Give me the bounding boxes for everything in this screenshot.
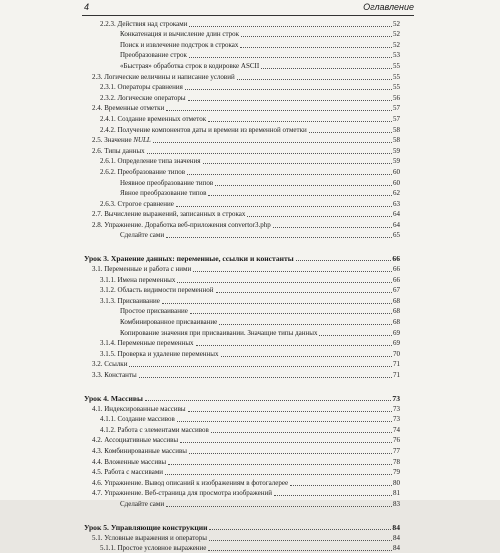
toc-entry-page: 81 xyxy=(393,489,400,498)
toc-entry xyxy=(84,338,400,349)
toc-entry xyxy=(84,263,400,274)
toc-entry-title: 5.1. Условные выражения и операторы xyxy=(92,533,207,542)
toc-entry-page: 69 xyxy=(393,339,400,348)
toc-entry xyxy=(84,327,400,338)
dot-leader xyxy=(209,528,391,530)
toc-entry-page: 55 xyxy=(393,83,400,92)
toc-entry-title: 3.1. Переменные и работа с ними xyxy=(92,265,192,274)
toc-entry xyxy=(84,295,400,306)
toc-entry-title: Урок 3. Хранение данных: переменные, ссылки и константы xyxy=(84,254,294,264)
toc-entry-title: 3.1.4. Переменные переменных xyxy=(100,339,194,348)
dot-leader xyxy=(189,56,392,58)
dot-leader xyxy=(221,355,392,357)
dot-leader xyxy=(180,441,392,443)
dot-leader xyxy=(273,226,392,228)
toc-entry-page: 57 xyxy=(393,104,400,113)
toc-entry xyxy=(84,435,400,446)
toc-entry-title: Неявное преобразование типов xyxy=(120,178,214,187)
toc-entry-title: 5.1.1. Простое условное выражение xyxy=(100,544,207,553)
toc-lesson-entry xyxy=(84,252,400,263)
dot-leader xyxy=(208,549,392,551)
toc-entry-page: 77 xyxy=(393,446,400,455)
dot-leader xyxy=(296,259,392,261)
toc-entry-title: 4.7. Упражнение. Веб-страница для просмотра изображений xyxy=(92,489,272,498)
toc-entry-page: 66 xyxy=(392,254,400,264)
dot-leader xyxy=(309,131,392,133)
toc-entry xyxy=(84,488,400,499)
toc-lesson-entry xyxy=(84,392,400,403)
dot-leader xyxy=(241,35,392,37)
dot-leader xyxy=(196,344,392,346)
toc-entry xyxy=(84,403,400,414)
toc-entry-title: Копирование значения при присваивании. Значащие типы данных xyxy=(120,328,318,337)
toc-entry xyxy=(84,135,400,146)
toc-entry-title: 2.6. Типы данных xyxy=(92,146,145,155)
toc-entry-page: 83 xyxy=(393,499,400,508)
toc-entry-page: 80 xyxy=(393,478,400,487)
toc-entry-title: 4.5. Работа с массивами xyxy=(92,468,164,477)
dot-leader xyxy=(247,215,392,217)
toc-entry-title: 2.7. Вычисление выражений, записанных в строках xyxy=(92,210,246,219)
toc-entry-page: 62 xyxy=(393,189,400,198)
toc-entry-page: 55 xyxy=(393,61,400,70)
dot-leader xyxy=(177,281,392,283)
toc-entry-title: 3.3. Константы xyxy=(92,371,137,379)
dot-leader xyxy=(188,99,392,101)
dot-leader xyxy=(193,270,392,272)
toc-entry-title: 2.6.2. Преобразование типов xyxy=(100,167,186,176)
toc-entry-title: 2.6.3. Строгое сравнение xyxy=(100,199,174,208)
toc-entry-title: Поиск и извлечение подстрок в строках xyxy=(120,40,239,49)
dot-leader xyxy=(129,365,392,367)
toc-entry-title: 2.5. Значение NULL xyxy=(92,136,151,145)
toc-entry-title: Простое присваивание xyxy=(120,307,188,316)
toc-entry xyxy=(84,166,400,177)
toc-entry xyxy=(84,369,400,380)
toc-entry-title: 4.4. Вложенные массивы xyxy=(92,457,167,466)
toc-entry-title: Урок 5. Управляющие конструкции xyxy=(84,522,208,532)
dot-leader xyxy=(208,120,392,122)
page-number: 4 xyxy=(84,2,90,12)
toc-entry-title: Конкатенация и вычисление длин строк xyxy=(120,30,240,39)
toc-entry xyxy=(84,39,400,50)
toc-entry-title: 3.2. Ссылки xyxy=(92,360,128,369)
toc-entry-page: 79 xyxy=(393,468,400,477)
toc-entry xyxy=(84,306,400,317)
toc-entry-page: 58 xyxy=(393,125,400,134)
toc-entry-page: 52 xyxy=(393,40,400,49)
toc-entry-title: 4.6. Упражнение. Вывод описаний к изображениям в фотогалерее xyxy=(92,478,289,487)
toc-entry-title: 2.3.2. Логические операторы xyxy=(100,93,186,102)
toc-entry xyxy=(84,230,400,241)
dot-leader xyxy=(168,463,392,465)
toc-entry-title: Комбинированное присваивание xyxy=(120,318,218,327)
dot-leader xyxy=(187,173,392,175)
toc-entry xyxy=(84,359,400,370)
null-keyword: NULL xyxy=(133,136,151,145)
toc-entry xyxy=(84,445,400,456)
section-title: Оглавление xyxy=(363,2,414,12)
dot-leader xyxy=(189,452,392,454)
toc-entry-page: 73 xyxy=(393,415,400,424)
toc-entry-page: 53 xyxy=(393,51,400,60)
toc-entry-page: 60 xyxy=(393,167,400,176)
toc-entry-page: 56 xyxy=(393,93,400,102)
toc-entry xyxy=(84,50,400,61)
toc-entry xyxy=(84,209,400,220)
toc-entry-page: 74 xyxy=(393,425,400,434)
toc-entry xyxy=(84,156,400,167)
toc-entry-page: 59 xyxy=(393,146,400,155)
dot-leader xyxy=(190,312,392,314)
toc-entry-title: 2.6.1. Определение типа значения xyxy=(100,157,201,166)
toc-entry-title: 2.8. Упражнение. Доработка веб-приложения convertor3.php xyxy=(92,220,271,229)
toc-entry xyxy=(84,177,400,188)
toc-entry-title: Урок 4. Массивы xyxy=(84,394,143,403)
toc-entry-title: 2.4. Временные отметки xyxy=(92,104,165,113)
toc-entry-page: 71 xyxy=(393,360,400,369)
dot-leader xyxy=(240,46,392,48)
toc-entry xyxy=(84,285,400,296)
dot-leader xyxy=(176,205,392,207)
toc-entry-page: 66 xyxy=(393,265,400,274)
toc-entry xyxy=(84,424,400,435)
toc-entry-title: 4.1.2. Работа с элементами массивов xyxy=(100,425,209,434)
dot-leader xyxy=(165,473,392,475)
toc-entry-page: 64 xyxy=(393,220,400,229)
dot-leader xyxy=(139,376,392,378)
toc-entry-page: 52 xyxy=(393,19,400,28)
toc-entry xyxy=(84,92,400,103)
toc-entry xyxy=(84,71,400,82)
toc-entry xyxy=(84,113,400,124)
toc-entry xyxy=(84,456,400,467)
toc-entry-title: 4.2. Ассоциативные массивы xyxy=(92,436,179,445)
toc-entry-title: 2.3.1. Операторы сравнения xyxy=(100,83,183,92)
dot-leader xyxy=(188,410,392,412)
toc-entry-title: 3.1.1. Имена переменных xyxy=(100,275,176,284)
dot-leader xyxy=(147,152,392,154)
dot-leader xyxy=(319,334,392,336)
dot-leader xyxy=(162,302,392,304)
toc-entry-page: 68 xyxy=(393,296,400,305)
toc-entry-page: 71 xyxy=(393,371,400,379)
toc-entry xyxy=(84,414,400,425)
toc-entry xyxy=(84,467,400,478)
toc-entry xyxy=(84,103,400,114)
toc-entry-page: 52 xyxy=(393,30,400,39)
toc-entry-page: 63 xyxy=(393,199,400,208)
toc-entry xyxy=(84,316,400,327)
toc-entry-page: 68 xyxy=(393,307,400,316)
dot-leader xyxy=(166,236,392,238)
toc-entry-page: 73 xyxy=(392,394,400,403)
dot-leader xyxy=(261,67,392,69)
lesson-spacer xyxy=(84,380,400,392)
toc-entry-page: 78 xyxy=(393,457,400,466)
toc-entry-page: 70 xyxy=(393,349,400,358)
toc-entry-page: 65 xyxy=(393,231,400,240)
dot-leader xyxy=(215,184,392,186)
toc-entry xyxy=(84,477,400,488)
dot-leader xyxy=(203,162,392,164)
toc-entry-title: Явное преобразование типов xyxy=(120,189,207,198)
toc-entry xyxy=(84,188,400,199)
toc-entry-title: 2.4.2. Получение компонентов даты и времени из временной отметки xyxy=(100,125,307,134)
table-of-contents xyxy=(84,18,400,553)
toc-entry-page: 73 xyxy=(393,404,400,413)
toc-entry-title: 3.1.5. Проверка и удаление переменных xyxy=(100,349,219,358)
dot-leader xyxy=(274,494,392,496)
toc-entry-title: Преобразование строк xyxy=(120,51,187,60)
toc-entry xyxy=(84,198,400,209)
toc-entry-page: 55 xyxy=(393,72,400,81)
lesson-spacer xyxy=(84,240,400,252)
toc-entry-title: «Быстрая» обработка строк в кодировке ASCII xyxy=(120,61,260,70)
toc-entry-title: 2.4.1. Создание временных отметок xyxy=(100,114,207,123)
toc-entry xyxy=(84,145,400,156)
dot-leader xyxy=(166,505,392,507)
toc-entry-page: 58 xyxy=(393,136,400,145)
toc-entry-page: 69 xyxy=(393,328,400,337)
toc-entry-page: 76 xyxy=(393,436,400,445)
toc-entry xyxy=(84,124,400,135)
dot-leader xyxy=(208,194,392,196)
toc-entry-page: 59 xyxy=(393,157,400,166)
toc-entry-title: 3.1.3. Присваивание xyxy=(100,296,160,305)
toc-entry-title: Сделайте сами xyxy=(120,499,165,508)
dot-leader xyxy=(211,431,392,433)
toc-entry-page: 60 xyxy=(393,178,400,187)
toc-entry-page: 84 xyxy=(392,522,400,532)
toc-entry xyxy=(84,274,400,285)
dot-leader xyxy=(237,78,392,80)
toc-entry-title: 2.3. Логические величины и написание условий xyxy=(92,72,235,81)
dot-leader xyxy=(166,109,392,111)
toc-entry-page: 64 xyxy=(393,210,400,219)
toc-entry-title: 4.3. Комбинированные массивы xyxy=(92,446,187,455)
toc-entry xyxy=(84,60,400,71)
toc-entry-page: 84 xyxy=(393,533,400,542)
running-header xyxy=(82,1,414,16)
toc-entry-page: 84 xyxy=(393,544,400,553)
toc-entry-title: 2.2.3. Действия над строками xyxy=(100,19,188,28)
toc-lesson-entry xyxy=(84,521,400,532)
toc-entry-page: 67 xyxy=(393,286,400,295)
toc-entry-page: 68 xyxy=(393,318,400,327)
toc-entry-title: 4.1. Индексированные массивы xyxy=(92,404,186,413)
dot-leader xyxy=(185,88,392,90)
toc-entry-page: 57 xyxy=(393,114,400,123)
dot-leader xyxy=(290,484,392,486)
toc-entry xyxy=(84,18,400,29)
dot-leader xyxy=(189,25,392,27)
toc-entry-title: 4.1.1. Создание массивов xyxy=(100,415,175,424)
dot-leader xyxy=(209,539,392,541)
toc-entry xyxy=(84,82,400,93)
lesson-spacer xyxy=(84,509,400,521)
dot-leader xyxy=(153,141,392,143)
toc-entry xyxy=(84,543,400,553)
toc-entry-title: Сделайте сами xyxy=(120,231,165,240)
toc-entry xyxy=(84,29,400,40)
dot-leader xyxy=(219,323,392,325)
dot-leader xyxy=(216,291,392,293)
toc-entry-page: 66 xyxy=(393,275,400,284)
toc-entry xyxy=(84,348,400,359)
toc-entry xyxy=(84,532,400,543)
toc-entry-title: 3.1.2. Область видимости переменной xyxy=(100,286,214,295)
dot-leader xyxy=(145,399,391,401)
toc-entry xyxy=(84,219,400,230)
dot-leader xyxy=(177,420,392,422)
